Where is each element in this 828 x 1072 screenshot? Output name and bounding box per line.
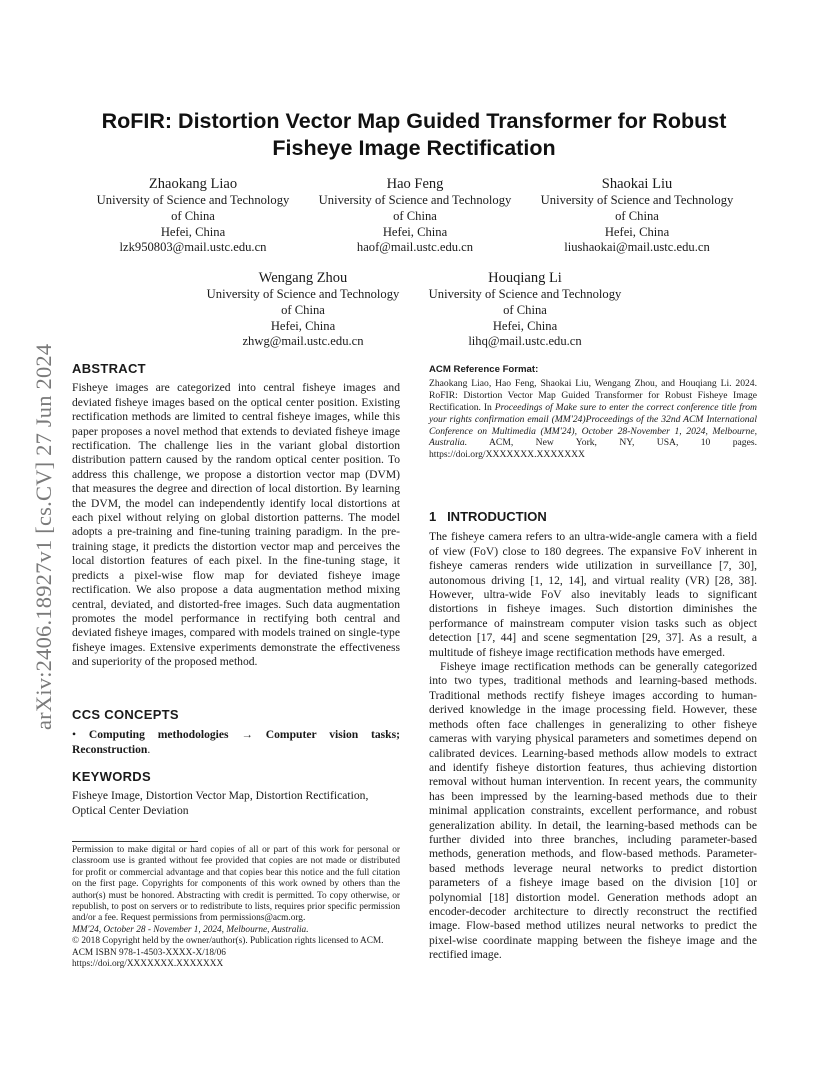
ccs-section: [72, 708, 400, 757]
author-name: Shaokai Liu: [601, 176, 673, 192]
isbn-line: ACM ISBN 978-1-4503-XXXX-X/18/06: [72, 947, 226, 958]
acm-reference-part1: Zhaokang Liao, Hao Feng, Shaokai Liu, Wengang Zhou, and Houqiang Li. 2024. RoFIR: Distortion Vector Map Guided Transformer for Robust Fisheye Image Rectification. In: [429, 377, 757, 413]
abstract-section: [72, 362, 400, 670]
acm-reference-proceedings: Proceedings of Make sure to enter the correct conference title from your rights confirmation email (MM'24)Proceedings of the 32nd ACM International Conference on Multimedia (MM'24), October 28-November 1, 2024, Melbourne, Australia.: [429, 401, 757, 449]
author-affiliation: University of Science and Technology: [428, 287, 622, 301]
author-affiliation-line2: of China: [281, 302, 325, 317]
author-affiliation-line2: of China: [171, 208, 215, 223]
author-affiliation-line2: of China: [503, 302, 547, 317]
author-block: [418, 269, 632, 350]
author-city: Hefei, China: [160, 224, 226, 239]
ccs-bullet: •: [72, 728, 77, 742]
keywords-section: [72, 770, 400, 818]
author-affiliation: University of Science and Technology: [318, 193, 512, 207]
author-affiliation-line2: of China: [615, 208, 659, 223]
footnote-divider: [72, 841, 198, 842]
abstract-heading: ABSTRACT: [72, 361, 146, 376]
author-affiliation: University of Science and Technology: [206, 287, 400, 301]
author-name: Wengang Zhou: [258, 270, 348, 286]
permission-text: Permission to make digital or hard copies of all or part of this work for personal or classroom use is granted without fee provided that copies are not made or distributed for profit or commercial advantage and that copies bear this notice and the full citation on the first page. Copyrights for components of this work owned by others than the author(s) must be honored. Abstracting with credit is permitted. To copy otherwise, or republish, to post on servers or to redistribute to lists, requires prior specific permission and/or a fee. Request permissions from permissions@acm.org.: [72, 845, 400, 924]
doi-line: https://doi.org/XXXXXXX.XXXXXXX: [72, 959, 224, 970]
author-email: lihq@mail.ustc.edu.cn: [468, 334, 582, 349]
author-city: Hefei, China: [270, 318, 336, 333]
permission-block: [72, 845, 400, 970]
author-email: haof@mail.ustc.edu.cn: [356, 240, 474, 255]
author-email: liushaokai@mail.ustc.edu.cn: [564, 240, 710, 255]
introduction-section: [429, 510, 757, 963]
author-email: zhwg@mail.ustc.edu.cn: [242, 334, 364, 349]
acm-reference-text: [429, 378, 757, 461]
arxiv-id: arXiv:2406.18927v1 [cs.CV] 27 Jun 2024: [31, 343, 56, 730]
acm-reference-section: [429, 364, 757, 461]
author-name: Houqiang Li: [488, 270, 562, 286]
ccs-heading: CCS CONCEPTS: [72, 707, 179, 722]
introduction-heading: 1 INTRODUCTION: [429, 509, 547, 524]
keywords-heading: KEYWORDS: [72, 769, 151, 784]
copyright-line: © 2018 Copyright held by the owner/author(s). Publication rights licensed to ACM.: [72, 936, 384, 947]
ccs-concepts: Computing methodologies → Computer vision tasks; Reconstruction: [72, 728, 400, 756]
author-email: lzk950803@mail.ustc.edu.cn: [119, 240, 267, 255]
conference-line: MM'24, October 28 - November 1, 2024, Melbourne, Australia.: [72, 924, 309, 935]
author-name: Hao Feng: [386, 176, 444, 192]
author-block: [530, 175, 744, 256]
author-block: [196, 269, 410, 350]
author-affiliation-line2: of China: [393, 208, 437, 223]
author-name: Zhaokang Liao: [148, 176, 238, 192]
author-affiliation: University of Science and Technology: [540, 193, 734, 207]
author-block: [86, 175, 300, 256]
acm-reference-part2: ACM, New York, NY, USA, 10 pages. https://doi.org/XXXXXXX.XXXXXXX: [429, 437, 757, 461]
ccs-text: [72, 728, 400, 757]
intro-paragraph-2: Fisheye image rectification methods can be generally categorized into two types, traditional methods and learning-based methods. Traditional methods rectify fisheye images according to human-derived knowledge in the image processing field. However, these methods often face challenges in generalizing to other fisheye cameras with varying physical parameters and sometimes depend on calibrated devices. Learning-based methods allow models to extract and identify fisheye distortion features, thus achieving distortion removal without human intervention. In recent years, the community has been impressed by the learning-based methods due to their minimal application constraints, excellent performance, and robust generalization ability. In detail, the learning-based methods can be further divided into three branches, including parameter-based methods, generation methods, and flow-based methods. Parameter-based methods leverage neural networks to predict distortion parameters of a fisheye image based on the division [10] or polynomial [18] distortion model. Generation methods adopt an encoder-decoder architecture to directly reconstruct the rectified image. Flow-based method utilizes neural networks to predict the pixel-wise coordinate mapping between the fisheye image and the rectified image.: [429, 660, 757, 962]
author-block: [308, 175, 522, 256]
ccs-end: .: [147, 742, 151, 756]
author-affiliation: University of Science and Technology: [96, 193, 290, 207]
author-city: Hefei, China: [604, 224, 670, 239]
abstract-text: Fisheye images are categorized into central fisheye images and deviated fisheye images based on the optical center position. Existing rectification methods are limited to central fisheye images, while this paper proposes a novel method that extends to deviated fisheye image rectification. The challenge lies in the variant global distortion distribution pattern caused by the random optical center position. To address this challenge, we propose a distortion vector map (DVM) that measures the degree and direction of local distortion. By learning the DVM, the model can independently identify local distortions at each pixel without relying on global distortion patterns. The model adopts a pre-training and fine-tuning training paradigm. In the pre-training stage, it predicts the distortion vector map and perceives the local distortion features of each pixel. In the fine-tuning stage, it predicts a pixel-wise flow map for deviated fisheye image rectification. We also propose a data augmentation method mixing central, deviated, and distorted-free images. Such data augmentation promotes the model performance in rectifying both central and deviated fisheye images, compared with models trained on single-type fisheye images. Extensive experiments demonstrate the effectiveness and superiority of the proposed method.: [72, 381, 400, 669]
author-city: Hefei, China: [492, 318, 558, 333]
intro-paragraph-1: The fisheye camera refers to an ultra-wide-angle camera with a field of view (FoV) close to 180 degrees. The expansive FoV inherent in fisheye cameras renders wide utilization in surveillance [7, 30], autonomous driving [1, 12, 14], and virtual reality (VR) [28, 38]. However, ultra-wide FoV also inevitably leads to significant distortions in fisheye images. Such distortion diminishes the performance of mainstream computer vision tasks such as object detection [17, 44] and scene segmentation [29, 37]. As a result, a multitude of fisheye image rectification methods have emerged.: [429, 530, 757, 659]
arxiv-stamp: [18, 290, 56, 730]
paper-title: RoFIR: Distortion Vector Map Guided Transformer for Robust Fisheye Image Rectification: [101, 109, 727, 160]
keywords-text: Fisheye Image, Distortion Vector Map, Distortion Rectification, Optical Center Deviation: [72, 789, 369, 817]
author-city: Hefei, China: [382, 224, 448, 239]
acm-reference-heading: ACM Reference Format:: [429, 364, 539, 375]
